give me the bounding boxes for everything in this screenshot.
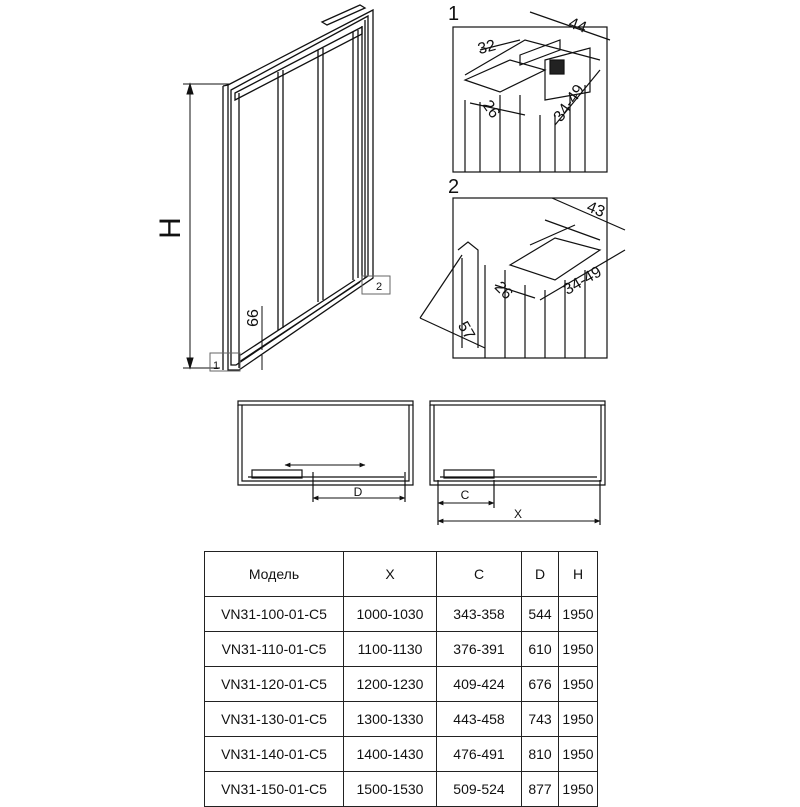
- cell-h: 1950: [559, 667, 598, 702]
- cell-model: VN31-130-01-C5: [205, 702, 344, 737]
- cell-c: 443-458: [437, 702, 522, 737]
- table-row: [205, 702, 598, 737]
- cell-x: 1200-1230: [344, 667, 437, 702]
- plan-view-left: [238, 401, 413, 502]
- cell-model: VN31-120-01-C5: [205, 667, 344, 702]
- detail-1-dim-32: 32: [476, 37, 498, 59]
- table-row: [205, 772, 598, 807]
- table-row: [205, 737, 598, 772]
- col-header-model: Модель: [205, 552, 344, 597]
- cell-model: VN31-110-01-C5: [205, 632, 344, 667]
- cell-h: 1950: [559, 737, 598, 772]
- cell-h: 1950: [559, 632, 598, 667]
- c-label: C: [460, 488, 470, 502]
- cell-d: 810: [522, 737, 559, 772]
- x-label: X: [513, 507, 523, 521]
- detail-2-number: 2: [448, 176, 460, 198]
- detail-1-number: 1: [448, 3, 460, 25]
- detail-1-dim-44: 44: [566, 14, 589, 37]
- cell-h: 1950: [559, 597, 598, 632]
- col-header-h: H: [559, 552, 598, 597]
- col-header-c: C: [437, 552, 522, 597]
- table-header-row: [205, 552, 598, 597]
- detail-2-dim-26: 26: [490, 278, 516, 304]
- cell-c: 509-524: [437, 772, 522, 807]
- cell-x: 1100-1130: [344, 632, 437, 667]
- detail-2-dim-43: 43: [584, 198, 608, 222]
- cell-d: 743: [522, 702, 559, 737]
- detail-2-dim-range: 34-49: [560, 263, 605, 299]
- offset-label: 66: [245, 309, 262, 327]
- cell-c: 476-491: [437, 737, 522, 772]
- cell-x: 1500-1530: [344, 772, 437, 807]
- cell-d: 676: [522, 667, 559, 702]
- cell-d: 544: [522, 597, 559, 632]
- col-header-x: X: [344, 552, 437, 597]
- cell-x: 1000-1030: [344, 597, 437, 632]
- col-header-d: D: [522, 552, 559, 597]
- cell-x: 1300-1330: [344, 702, 437, 737]
- cell-model: VN31-140-01-C5: [205, 737, 344, 772]
- cell-c: 376-391: [437, 632, 522, 667]
- cell-h: 1950: [559, 702, 598, 737]
- detail-2-marker: 2: [376, 281, 383, 293]
- cell-d: 610: [522, 632, 559, 667]
- cell-c: 409-424: [437, 667, 522, 702]
- detail-2-dim-57: 57: [454, 318, 478, 343]
- detail-1-marker: 1: [213, 360, 220, 372]
- detail-1-dim-26: 26: [478, 97, 503, 122]
- height-label: H: [154, 217, 187, 239]
- cell-d: 877: [522, 772, 559, 807]
- cell-model: VN31-100-01-C5: [205, 597, 344, 632]
- table-row: [205, 667, 598, 702]
- cell-model: VN31-150-01-C5: [205, 772, 344, 807]
- table-row: [205, 597, 598, 632]
- spec-table: [204, 551, 598, 807]
- cell-h: 1950: [559, 772, 598, 807]
- cell-c: 343-358: [437, 597, 522, 632]
- detail-1-dim-range: 34-49: [550, 81, 589, 126]
- cell-x: 1400-1430: [344, 737, 437, 772]
- d-label: D: [353, 485, 363, 499]
- table-row: [205, 632, 598, 667]
